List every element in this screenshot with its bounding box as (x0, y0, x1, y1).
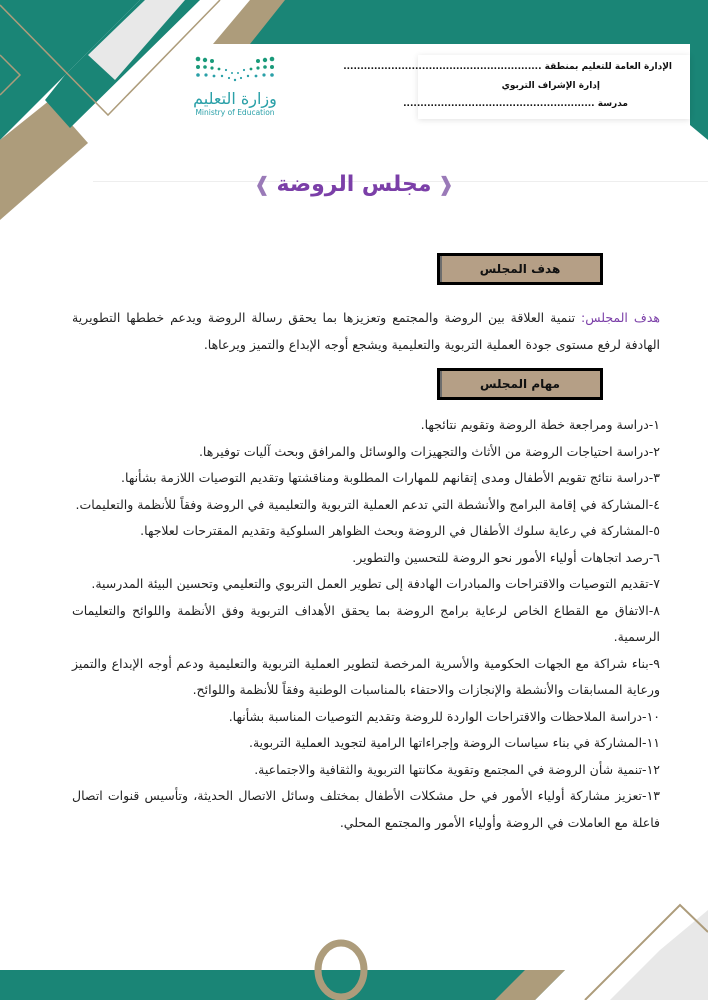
teal-right-shape (690, 44, 708, 140)
logo-arabic-text: وزارة التعليم (193, 89, 277, 108)
header-info-box (343, 55, 690, 119)
goal-heading: هدف المجلس (437, 253, 603, 285)
task-item: ٣-دراسة نتائج تقويم الأطفال ومدى إتقانهم للمهارات المطلوبة ومناقشتها وتقديم التوصيات اللازمة بشأنها. (121, 470, 660, 485)
header-region-line: الإدارة العامة للتعليم بمنطقة .......................................................... (343, 62, 672, 72)
task-item: ٢-دراسة احتياجات الروضة من الأثاث والتجهيزات والوسائل والمرافق وبحث آليات توفيرها. (198, 443, 660, 459)
task-item: ١-دراسة ومراجعة خطة الروضة وتقويم نتائجها. (420, 417, 660, 432)
page-title-text: مجلس الروضة (276, 172, 432, 197)
task-item: ٦-رصد اتجاهات أولياء الأمور نحو الروضة للتحسين والتطوير. (352, 549, 660, 565)
header-school-line: مدرسة ........................................................ (403, 99, 628, 109)
task-item: ٧-تقديم التوصيات والاقتراحات والمبادرات الهادفة إلى تطوير العمل التربوي والتعليمي وتحسين البيئة المدرسية. (91, 576, 660, 591)
task-item: ١٠-دراسة الملاحظات والاقتراحات الواردة للروضة وتقديم التوصيات المناسبة بشأنها. (228, 708, 660, 724)
task-item: ١١-المشاركة في بناء سياسات الروضة وإجراءاتها الرامية لتجويد العملية التربوية. (249, 735, 660, 750)
teal-bottom-band (0, 970, 565, 1000)
logo-dots-icon (194, 55, 276, 83)
grey-stripe (610, 910, 708, 1000)
task-item: ٤-المشاركة في إقامة البرامج والأنشطة التي تدعم العملية التربوية والتعليمية في الروضة وفقاً للأنظمة والتعليمات. (75, 496, 660, 512)
task-item: ١٢-تنمية شأن الروضة في المجتمع وتقوية مكانتها التربوية والثقافية والاجتماعية. (254, 761, 660, 777)
task-item: ٥-المشاركة في رعاية سلوك الأطفال في الروضة وبحث الظواهر السلوكية وتقديم المقترحات لعلاجها. (140, 523, 660, 538)
page-title (0, 172, 708, 197)
header-department-line: إدارة الإشراف التربوي (501, 81, 600, 91)
teal-top-band (250, 0, 708, 44)
tasks-list (72, 412, 660, 836)
goal-paragraph (72, 304, 660, 358)
goal-label: هدف المجلس: (581, 310, 660, 325)
ornament-icon: ❰ (437, 172, 455, 196)
logo-english-text: Ministry of Education (195, 108, 275, 117)
goal-text: تنمية العلاقة بين الروضة والمجتمع وتعزيزها بما يحقق رسالة الروضة ويدعم خططها التطويرية الهادفة لرفع مستوى جودة العملية التربوية والتعليمية ويشجع أوجه الإبداع والتميز ويرعاها. (72, 310, 660, 352)
ministry-logo (190, 55, 280, 117)
task-item: ١٣-تعزيز مشاركة أولياء الأمور في حل مشكلات الأطفال بمختلف وسائل الاتصال الحديثة، وتأسيس قنوات اتصال فاعلة مع العاملات في الروضة وأولياء الأمور والمجتمع المحلي. (72, 788, 660, 830)
task-item: ٨-الاتفاق مع القطاع الخاص لرعاية برامج الروضة بما يحقق الأهداف التربوية وفق الأنظمة واللوائح والتعليمات الرسمية. (72, 602, 660, 644)
ornament-icon: ❱ (253, 172, 271, 196)
task-item: ٩-بناء شراكة مع الجهات الحكومية والأسرية المرخصة لتطوير العملية التربوية والتعليمية ودعم أوجه الإبداع والتميز ورعاية المسابقات والأنشطة والإنجازات والاحتفاء بالمناسبات الوطنية وفقاً للأنظمة واللوائح. (72, 655, 660, 697)
tasks-heading: مهام المجلس (437, 368, 603, 400)
